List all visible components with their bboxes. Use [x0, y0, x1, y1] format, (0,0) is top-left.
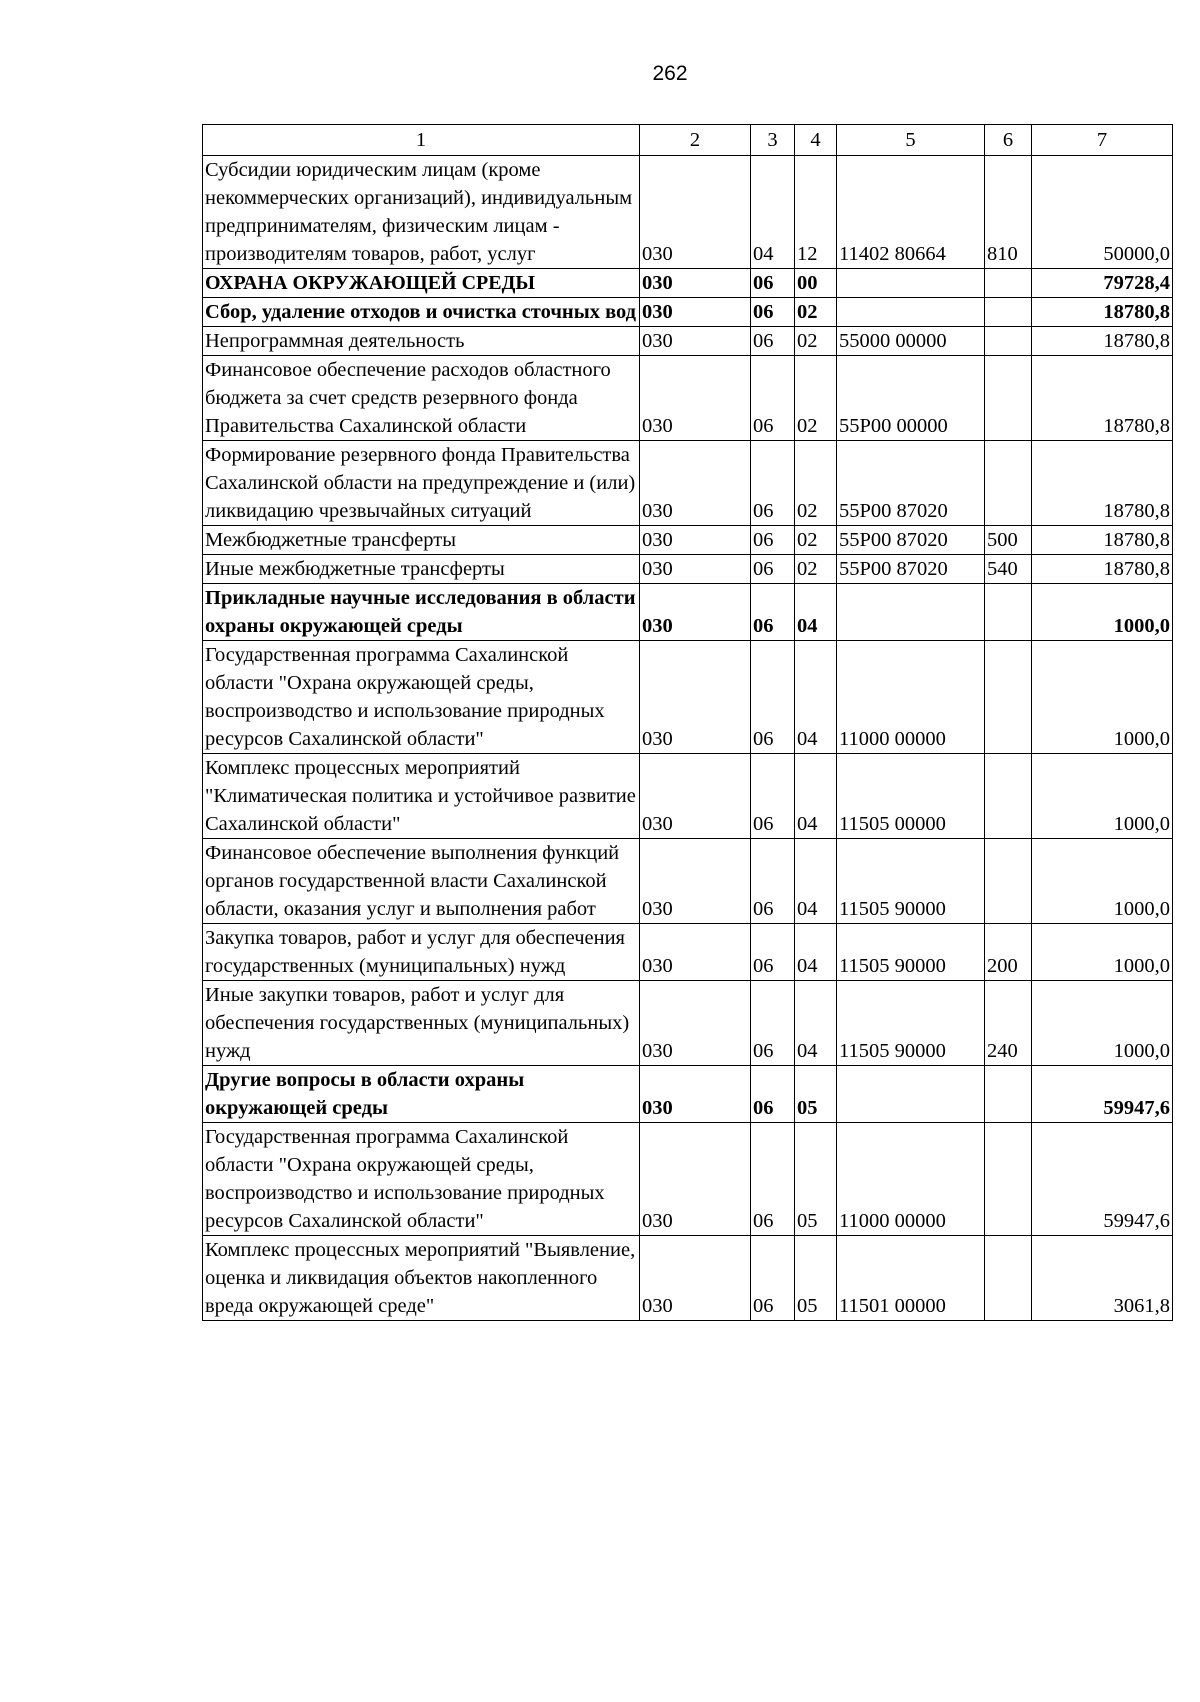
row-value-cell — [985, 269, 1032, 298]
table-row — [203, 156, 1173, 269]
row-value-cell: 06 — [751, 584, 795, 641]
row-value-cell: 18780,8 — [1032, 356, 1173, 441]
row-value-cell: 06 — [751, 981, 795, 1066]
row-name-cell: Другие вопросы в области охраны окружающей среды — [203, 1066, 640, 1123]
row-value-cell: 05 — [795, 1066, 837, 1123]
column-header: 1 — [203, 125, 640, 156]
table-row — [203, 526, 1173, 555]
row-value-cell — [985, 1066, 1032, 1123]
row-value-cell: 06 — [751, 924, 795, 981]
row-name-cell: Прикладные научные исследования в области охраны окружающей среды — [203, 584, 640, 641]
row-value-cell: 030 — [640, 754, 751, 839]
row-value-cell — [985, 298, 1032, 327]
row-value-cell: 04 — [751, 156, 795, 269]
row-value-cell: 1000,0 — [1032, 641, 1173, 754]
table-row — [203, 269, 1173, 298]
row-value-cell: 030 — [640, 1236, 751, 1321]
row-value-cell: 11402 80664 — [837, 156, 985, 269]
row-value-cell — [837, 1066, 985, 1123]
table-row — [203, 641, 1173, 754]
row-value-cell: 030 — [640, 1123, 751, 1236]
row-value-cell: 55000 00000 — [837, 327, 985, 356]
row-name-cell: ОХРАНА ОКРУЖАЮЩЕЙ СРЕДЫ — [203, 269, 640, 298]
row-value-cell: 50000,0 — [1032, 156, 1173, 269]
row-value-cell: 06 — [751, 269, 795, 298]
row-value-cell: 18780,8 — [1032, 555, 1173, 584]
row-value-cell: 55Р00 00000 — [837, 356, 985, 441]
row-name-cell: Сбор, удаление отходов и очистка сточных вод — [203, 298, 640, 327]
row-value-cell: 3061,8 — [1032, 1236, 1173, 1321]
row-value-cell: 810 — [985, 156, 1032, 269]
row-name-cell: Государственная программа Сахалинской области "Охрана окружающей среды, воспроизводство и использование природных ресурсов Сахалинской области" — [203, 1123, 640, 1236]
row-value-cell: 030 — [640, 839, 751, 924]
table-row — [203, 1123, 1173, 1236]
table-row — [203, 1066, 1173, 1123]
row-value-cell: 1000,0 — [1032, 839, 1173, 924]
row-value-cell: 11000 00000 — [837, 641, 985, 754]
table-row — [203, 441, 1173, 526]
row-value-cell — [837, 298, 985, 327]
row-value-cell: 18780,8 — [1032, 526, 1173, 555]
row-value-cell: 11505 00000 — [837, 754, 985, 839]
row-name-cell: Иные межбюджетные трансферты — [203, 555, 640, 584]
row-value-cell: 06 — [751, 641, 795, 754]
row-value-cell: 06 — [751, 298, 795, 327]
row-value-cell: 02 — [795, 327, 837, 356]
row-value-cell: 18780,8 — [1032, 327, 1173, 356]
row-value-cell: 55Р00 87020 — [837, 555, 985, 584]
row-value-cell: 12 — [795, 156, 837, 269]
row-value-cell: 030 — [640, 1066, 751, 1123]
row-value-cell: 04 — [795, 981, 837, 1066]
row-value-cell: 06 — [751, 1236, 795, 1321]
row-value-cell: 030 — [640, 641, 751, 754]
row-value-cell: 04 — [795, 754, 837, 839]
row-name-cell: Финансовое обеспечение расходов областного бюджета за счет средств резервного фонда Правительства Сахалинской области — [203, 356, 640, 441]
row-value-cell: 55Р00 87020 — [837, 441, 985, 526]
column-header: 4 — [795, 125, 837, 156]
row-value-cell: 18780,8 — [1032, 298, 1173, 327]
row-value-cell — [985, 839, 1032, 924]
row-value-cell — [985, 754, 1032, 839]
row-value-cell: 02 — [795, 298, 837, 327]
row-value-cell: 11505 90000 — [837, 924, 985, 981]
row-value-cell: 500 — [985, 526, 1032, 555]
row-value-cell: 1000,0 — [1032, 584, 1173, 641]
row-value-cell — [985, 1236, 1032, 1321]
row-name-cell: Комплекс процессных мероприятий "Выявление, оценка и ликвидация объектов накопленного вреда окружающей среде" — [203, 1236, 640, 1321]
page-number: 262 — [652, 62, 688, 85]
row-value-cell: 04 — [795, 641, 837, 754]
row-value-cell: 59947,6 — [1032, 1123, 1173, 1236]
row-name-cell: Иные закупки товаров, работ и услуг для обеспечения государственных (муниципальных) нужд — [203, 981, 640, 1066]
column-header: 7 — [1032, 125, 1173, 156]
row-value-cell — [985, 584, 1032, 641]
table-row — [203, 327, 1173, 356]
table-row — [203, 754, 1173, 839]
row-value-cell: 02 — [795, 555, 837, 584]
row-value-cell: 05 — [795, 1123, 837, 1236]
column-header: 3 — [751, 125, 795, 156]
row-name-cell: Непрограммная деятельность — [203, 327, 640, 356]
table-row — [203, 555, 1173, 584]
header-row — [203, 125, 1173, 156]
table-row — [203, 839, 1173, 924]
row-value-cell — [985, 1123, 1032, 1236]
row-value-cell: 1000,0 — [1032, 754, 1173, 839]
row-value-cell — [985, 441, 1032, 526]
column-header: 5 — [837, 125, 985, 156]
row-value-cell: 00 — [795, 269, 837, 298]
row-value-cell: 200 — [985, 924, 1032, 981]
row-value-cell: 11501 00000 — [837, 1236, 985, 1321]
row-value-cell: 05 — [795, 1236, 837, 1321]
row-value-cell: 1000,0 — [1032, 924, 1173, 981]
row-name-cell: Государственная программа Сахалинской области "Охрана окружающей среды, воспроизводство и использование природных ресурсов Сахалинской области" — [203, 641, 640, 754]
row-value-cell: 030 — [640, 441, 751, 526]
row-value-cell: 02 — [795, 526, 837, 555]
table-row — [203, 298, 1173, 327]
table-row — [203, 1236, 1173, 1321]
row-value-cell: 04 — [795, 839, 837, 924]
table-row — [203, 981, 1173, 1066]
row-value-cell: 030 — [640, 327, 751, 356]
row-value-cell: 06 — [751, 356, 795, 441]
row-name-cell: Субсидии юридическим лицам (кроме некоммерческих организаций), индивидуальным предпринимателям, физическим лицам - производителям товаров, работ, услуг — [203, 156, 640, 269]
row-value-cell: 06 — [751, 555, 795, 584]
row-value-cell: 030 — [640, 526, 751, 555]
row-value-cell: 06 — [751, 441, 795, 526]
row-value-cell: 11000 00000 — [837, 1123, 985, 1236]
row-value-cell — [985, 356, 1032, 441]
row-name-cell: Финансовое обеспечение выполнения функций органов государственной власти Сахалинской области, оказания услуг и выполнения работ — [203, 839, 640, 924]
row-value-cell: 02 — [795, 356, 837, 441]
row-value-cell: 02 — [795, 441, 837, 526]
row-value-cell: 06 — [751, 839, 795, 924]
row-value-cell: 030 — [640, 924, 751, 981]
column-header: 6 — [985, 125, 1032, 156]
table-row — [203, 924, 1173, 981]
row-name-cell: Комплекс процессных мероприятий "Климатическая политика и устойчивое развитие Сахалинской области" — [203, 754, 640, 839]
row-value-cell: 030 — [640, 981, 751, 1066]
row-value-cell: 55Р00 87020 — [837, 526, 985, 555]
row-value-cell: 030 — [640, 269, 751, 298]
row-value-cell: 11505 90000 — [837, 839, 985, 924]
table-row — [203, 356, 1173, 441]
row-value-cell: 030 — [640, 584, 751, 641]
row-value-cell: 06 — [751, 327, 795, 356]
row-name-cell: Межбюджетные трансферты — [203, 526, 640, 555]
row-value-cell: 030 — [640, 298, 751, 327]
row-value-cell: 11505 90000 — [837, 981, 985, 1066]
row-value-cell: 06 — [751, 754, 795, 839]
row-value-cell: 04 — [795, 584, 837, 641]
row-value-cell — [837, 584, 985, 641]
table-body — [203, 125, 1173, 1321]
row-value-cell: 04 — [795, 924, 837, 981]
row-value-cell: 030 — [640, 555, 751, 584]
row-value-cell: 030 — [640, 356, 751, 441]
row-value-cell: 18780,8 — [1032, 441, 1173, 526]
row-value-cell: 540 — [985, 555, 1032, 584]
row-name-cell: Закупка товаров, работ и услуг для обеспечения государственных (муниципальных) нужд — [203, 924, 640, 981]
row-value-cell: 59947,6 — [1032, 1066, 1173, 1123]
row-name-cell: Формирование резервного фонда Правительства Сахалинской области на предупреждение и (или) ликвидацию чрезвычайных ситуаций — [203, 441, 640, 526]
row-value-cell — [985, 327, 1032, 356]
budget-table — [202, 124, 1173, 1321]
row-value-cell — [837, 269, 985, 298]
row-value-cell: 06 — [751, 1123, 795, 1236]
row-value-cell: 240 — [985, 981, 1032, 1066]
row-value-cell: 1000,0 — [1032, 981, 1173, 1066]
row-value-cell: 030 — [640, 156, 751, 269]
row-value-cell: 06 — [751, 526, 795, 555]
table-row — [203, 584, 1173, 641]
row-value-cell: 06 — [751, 1066, 795, 1123]
row-value-cell — [985, 641, 1032, 754]
row-value-cell: 79728,4 — [1032, 269, 1173, 298]
column-header: 2 — [640, 125, 751, 156]
